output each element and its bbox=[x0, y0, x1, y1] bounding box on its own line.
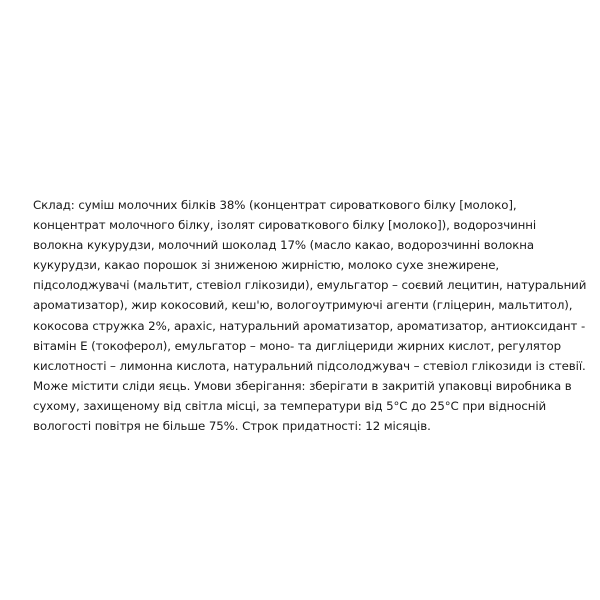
text-line: кокосова стружка 2%, арахіс, натуральний ароматизатор, ароматизатор, антиоксидант - bbox=[33, 318, 586, 333]
text-line: сухому, захищеному від світла місці, за температури від 5°С до 25°С при відносній bbox=[33, 398, 547, 413]
text-line: кислотності – лимонна кислота, натуральний підсолоджувач – стевіол глікозиди із стевії. bbox=[33, 358, 586, 373]
text-line: Склад: суміш молочних білків 38% (концентрат сироваткового білку [молоко], bbox=[33, 198, 517, 212]
text-line: вологості повітря не більше 75%. Строк придатності: 12 місяців. bbox=[33, 419, 431, 434]
text-line: волокна кукурудзи, молочний шоколад 17% (масло какао, водорозчинні волокна bbox=[33, 238, 535, 253]
text-line: концентрат молочного білку, ізолят сироваткового білку [молоко]), водорозчинні bbox=[33, 218, 537, 233]
text-line: підсолоджувачі (мальтит, стевіол глікозиди), емульгатор – соєвий лецитин, натуральний bbox=[33, 278, 587, 293]
text-line: кукурудзи, какао порошок зі зниженою жирністю, молоко сухе знежирене, bbox=[33, 258, 500, 273]
ingredients-text-block bbox=[33, 195, 587, 436]
text-line: ароматизатор), жир кокосовий, кеш'ю, вологоутримуючі агенти (гліцерин, мальтитол), bbox=[33, 298, 573, 313]
text-line: Може містити сліди яєць. Умови зберігання: зберігати в закритій упаковці виробника в bbox=[33, 378, 572, 393]
text-line: вітамін Е (токоферол), емульгатор – моно- та дигліцериди жирних кислот, регулятор bbox=[33, 338, 562, 353]
